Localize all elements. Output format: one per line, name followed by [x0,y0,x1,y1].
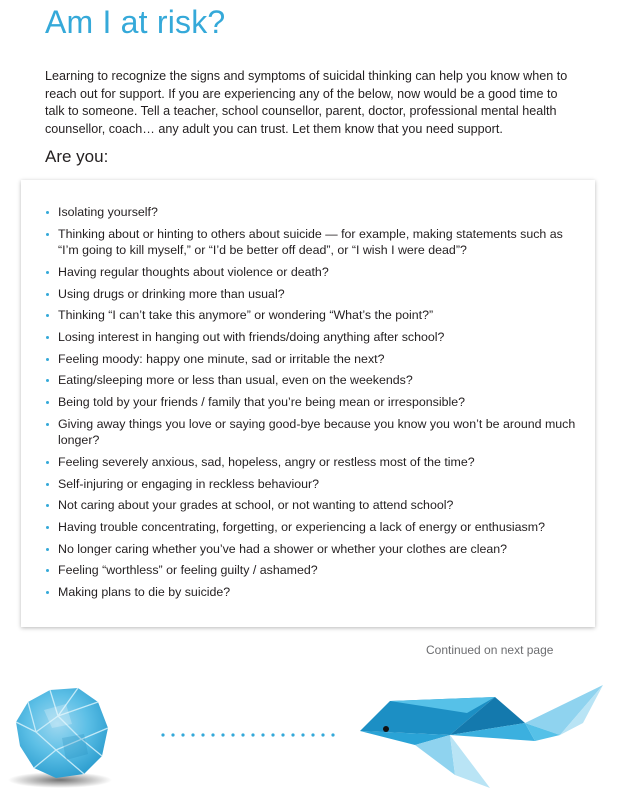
signs-subheading: Are you: [45,147,109,166]
sign-text: Eating/sleeping more or less than usual, even on the weekends? [58,373,413,388]
signs-list [46,204,581,606]
list-item [46,519,581,536]
sign-text: Not caring about your grades at school, or not wanting to attend school? [58,498,454,513]
bullet-icon [46,271,49,274]
sign-text: Thinking about or hinting to others about suicide — for example, making statements such as “I’m going to kill myself,” or “I’d be better off dead”, or “I wish I were dead”? [58,226,563,258]
sign-text: Feeling severely anxious, sad, hopeless, angry or restless most of the time? [58,454,475,469]
signs-card [21,180,595,627]
page-title: Am I at risk? [45,4,226,40]
bullet-icon [46,548,49,551]
bullet-icon [46,358,49,361]
bullet-icon [46,211,49,214]
sign-text: Thinking “I can’t take this anymore” or wondering “What’s the point?” [58,308,434,323]
bullet-icon [46,233,49,236]
bullet-icon [46,461,49,464]
bullet-icon [46,314,49,317]
bullet-icon [46,401,49,404]
sign-text: Making plans to die by suicide? [58,585,231,599]
list-item [46,351,581,368]
origami-whale-icon [355,683,610,790]
bullet-icon [46,569,49,572]
crumpled-paper-ball-icon [0,680,150,790]
bullet-icon [46,591,49,594]
bullet-icon [46,379,49,382]
list-item [46,454,581,471]
bullet-icon [46,336,49,339]
sign-text: Using drugs or drinking more than usual? [58,286,285,301]
list-item [46,394,581,411]
list-item [46,226,581,259]
bullet-icon [46,293,49,296]
sign-text: No longer caring whether you’ve had a shower or whether your clothes are clean? [58,541,508,556]
list-item [46,286,581,303]
sign-text: Feeling “worthless” or feeling guilty / ashamed? [58,563,318,578]
list-item [46,372,581,389]
sign-text: Feeling moody: happy one minute, sad or irritable the next? [58,351,385,366]
list-item [46,329,581,346]
sign-text: Having trouble concentrating, forgetting, or experiencing a lack of energy or enthusiasm? [58,519,545,534]
bullet-icon [46,423,49,426]
list-item [46,584,581,601]
list-item [46,497,581,514]
sign-text: Having regular thoughts about violence or death? [58,264,329,279]
sign-text: Being told by your friends / family that you’re being mean or irresponsible? [58,395,466,409]
list-item [46,204,581,221]
list-item [46,476,581,493]
dotted-divider [160,727,340,737]
sign-text: Giving away things you love or saying good-bye because you know you won’t be around much longer? [58,416,576,448]
continued-note[interactable]: Continued on next page [426,643,554,657]
bullet-icon [46,526,49,529]
list-item [46,416,581,449]
bullet-icon [46,483,49,486]
list-item [46,264,581,281]
bullet-icon [46,504,49,507]
sign-text: Isolating yourself? [58,205,158,219]
sign-text: Losing interest in hanging out with friends/doing anything after school? [58,329,445,344]
list-item [46,307,581,324]
sign-text: Self-injuring or engaging in reckless behaviour? [58,476,320,491]
list-item [46,562,581,579]
intro-paragraph: Learning to recognize the signs and symptoms of suicidal thinking can help you know when to reach out for support. If you are experiencing any of the below, now would be a good time to talk to someone. Tell a teacher, school counsellor, parent, doctor, professional mental health counsellor, coach… any adult you can trust. Let them know that you need support. [45,69,568,136]
list-item [46,541,581,558]
